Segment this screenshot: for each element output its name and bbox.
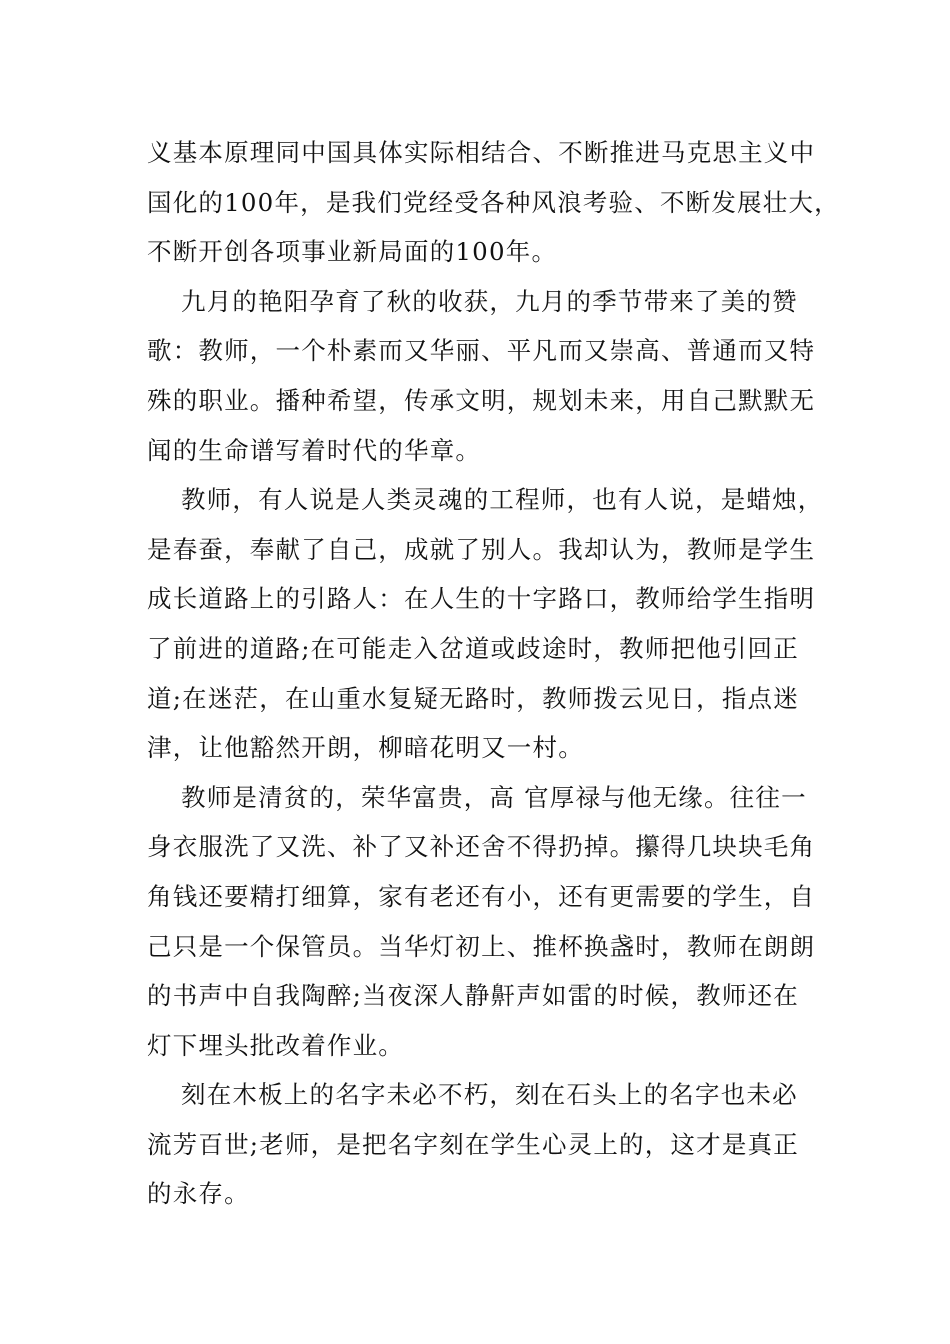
text-line: 灯下埋头批改着作业。 bbox=[147, 1030, 404, 1060]
text-line: 教师，有人说是人类灵魂的工程师，也有人说，是蜡烛， bbox=[181, 485, 824, 515]
paragraph-5 bbox=[147, 1070, 797, 1219]
text-line: 教师是清贫的，荣华富贵，高 官厚禄与他无缘。往往一 bbox=[181, 782, 807, 812]
text-line: 道;在迷茫，在山重水复疑无路时，教师拨云见日，指点迷 bbox=[147, 683, 799, 713]
body-text bbox=[147, 128, 840, 1219]
text-line: 身衣服洗了又洗、补了又补还舍不得扔掉。攥得几块块毛角 bbox=[147, 832, 816, 862]
paragraph-2 bbox=[147, 277, 816, 475]
text-line: 闻的生命谱写着时代的华章。 bbox=[147, 435, 482, 465]
text-line: 角钱还要精打细算，家有老还有小，还有更需要的学生，自 bbox=[147, 881, 816, 911]
text-line: 义基本原理同中国具体实际相结合、不断推进马克思主义中 bbox=[147, 138, 816, 167]
text-line: 是春蚕，奉献了自己，成就了别人。我却认为，教师是学生 bbox=[147, 534, 816, 564]
text-line: 九月的艳阳孕育了秋的收获，九月的季节带来了美的赞 bbox=[181, 286, 798, 316]
text-line: 国化的100年，是我们党经受各种风浪考验、不断发展壮大， bbox=[147, 187, 840, 217]
text-line: 己只是一个保管员。当华灯初上、推杯换盏时，教师在朗朗 bbox=[147, 931, 816, 961]
text-line: 刻在木板上的名字未必不朽，刻在石头上的名字也未必 bbox=[181, 1080, 798, 1110]
paragraph-4 bbox=[147, 773, 816, 1071]
paragraph-1 bbox=[147, 128, 840, 277]
text-line: 了前进的道路;在可能走入岔道或歧途时，教师把他引回正 bbox=[147, 633, 799, 663]
text-line: 成长道路上的引路人：在人生的十字路口，教师给学生指明 bbox=[147, 584, 816, 614]
text-line: 不断开创各项事业新局面的100年。 bbox=[147, 237, 558, 267]
paragraph-3 bbox=[147, 475, 824, 773]
text-line: 的永存。 bbox=[147, 1179, 250, 1209]
text-line: 歌：教师，一个朴素而又华丽、平凡而又崇高、普通而又特 bbox=[147, 336, 816, 366]
text-line: 的书声中自我陶醉;当夜深人静鼾声如雷的时候，教师还在 bbox=[147, 981, 799, 1011]
text-line: 流芳百世;老师，是把名字刻在学生心灵上的，这才是真正 bbox=[147, 1129, 799, 1159]
text-line: 殊的职业。播种希望，传承文明，规划未来，用自己默默无 bbox=[147, 385, 816, 415]
text-line: 津，让他豁然开朗，柳暗花明又一村。 bbox=[147, 733, 584, 763]
